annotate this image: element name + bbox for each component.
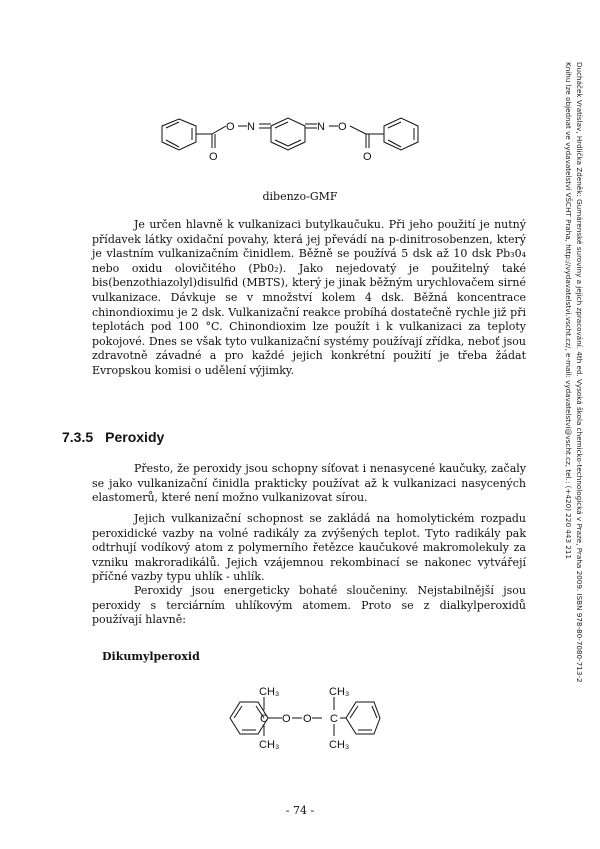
dicumylperoxide-structure — [212, 684, 382, 772]
carbon-left: C — [260, 713, 268, 725]
section-heading — [62, 429, 164, 445]
dibenzo-gmf-structure — [148, 102, 448, 172]
atom-o4: O — [363, 151, 372, 163]
paragraph-2: Přesto, že peroxidy jsou schopny síťovat i nenasycené kaučuky, začaly se jako vulkanizační činidla prakticky používat až k vulkanizaci nasycených elastomerů, které není možno vulkanizovat sírou. — [92, 462, 526, 505]
ch3-bottom-right: CH₃ — [329, 739, 350, 751]
structure-caption: dibenzo-GMF — [262, 190, 338, 203]
oxygen-right: O — [303, 713, 312, 725]
oxygen-left: O — [282, 713, 291, 725]
citation-line-2: Knihu lze objednat ve vydavatelství VŠCHT Praha, http://vydavatelstvi.vscht.cz/, e-mail: vydavatelstvi@vscht.cz, tel.: (+420) 220 443 211 — [564, 62, 574, 560]
citation-line-1: Ducháček Vratislav, Hrdlička Zdeněk: Gumárenské suroviny a jejich zpracování. 4th ed. Vysoká škola chemicko-technologická v Praze, Praha 2009. ISBN 978-80-7080-713-2 — [575, 62, 584, 683]
paragraph-4: Peroxidy jsou energeticky bohaté sloučeniny. Nejstabilnější jsou peroxidy s terciárním uhlíkovým atomem. Proto se z dialkylperoxidů používají hlavně: — [92, 584, 526, 627]
page-number: - 74 - — [285, 804, 315, 817]
ch3-top-right: CH₃ — [329, 686, 350, 698]
side-citation-note — [562, 62, 584, 683]
carbon-right: C — [330, 713, 338, 725]
ch3-bottom-left: CH₃ — [259, 739, 280, 751]
subheading-dikumylperoxid: Dikumylperoxid — [102, 650, 200, 663]
ch3-top-left: CH₃ — [259, 686, 280, 698]
section-number: 7.3.5 — [62, 429, 94, 445]
atom-n2: N — [317, 121, 325, 133]
atom-o2: O — [338, 121, 347, 133]
atom-o3: O — [209, 151, 218, 163]
atom-o1: O — [226, 121, 235, 133]
atom-n1: N — [247, 121, 255, 133]
section-title: Peroxidy — [105, 429, 165, 445]
paragraph-1: Je určen hlavně k vulkanizaci butylkaučuku. Při jeho použití je nutný přídavek látky oxidační povahy, která jej převádí na p-dinitrosobenzen, který je vlastním vulkanizačním činidlem. Běžně se používá 5 dsk až 10 dsk Pb₃0₄ nebo oxidu olovičitého (Pb0₂). Jako nejedovatý je použitelný také bis(benzothiazolyl)disulfid (MBTS), který je jinak běžným urychlovačem sirné vulkanizace. Dávkuje se v množství kolem 4 dsk. Běžná koncentrace chinondioximu je 2 dsk. Vulkanizační reakce probíhá dostatečně rychle již při teplotách pod 100 °C. Chinondioxim lze použít i k vulkanizaci za teploty pokojové. Dnes se však tyto vulkanizační systémy používají zřídka, neboť jsou zdravotně závadné a pro každé jejich konkrétní použití je třeba žádat Evropskou komisi o udělení výjimky. — [92, 218, 526, 377]
paragraph-3: Jejich vulkanizační schopnost se zakládá na homolytickém rozpadu peroxidické vazby na volné radikály za zvýšených teplot. Tyto radikály pak odtrhují vodíkový atom z polymerního řetězce kaučukové makromolekuly za vzniku makroradikálů. Jejich vzájemnou rekombinací se nakonec vytvářejí příčné vazby typu uhlík - uhlík. — [92, 512, 526, 584]
